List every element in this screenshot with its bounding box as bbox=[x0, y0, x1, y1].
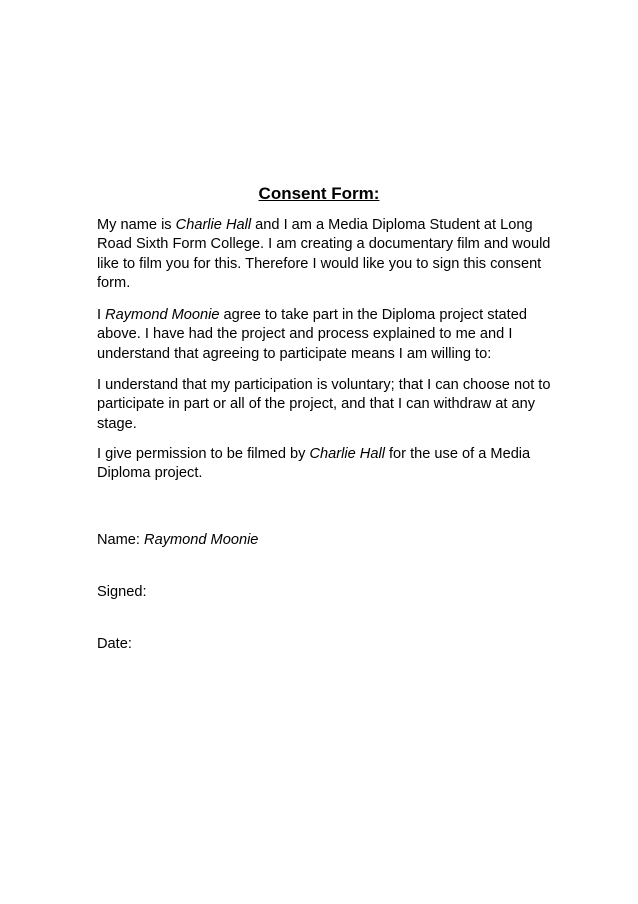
agreement-text-end: agree to take part in the Diploma project stated above. I have had the project and process explained to me and I understand that agreeing to participate means I am willing to: bbox=[97, 307, 527, 362]
signed-label: Signed: bbox=[97, 584, 147, 600]
page-title: Consent Form: bbox=[258, 184, 380, 203]
voluntary-paragraph: I understand that my participation is voluntary; that I can choose not to participate in part or all of the project, and that I can withdraw at any stage. bbox=[97, 377, 551, 432]
permission-paragraph bbox=[97, 445, 557, 484]
date-field bbox=[97, 635, 132, 654]
intro-text-start: My name is bbox=[97, 217, 176, 233]
intro-paragraph bbox=[97, 216, 557, 294]
name-field bbox=[97, 531, 258, 550]
permission-text-end: for the use of a Media Diploma project. bbox=[97, 446, 531, 482]
student-name: Charlie Hall bbox=[175, 217, 252, 233]
participant-name: Raymond Moonie bbox=[105, 307, 220, 323]
filmmaker-name: Charlie Hall bbox=[309, 446, 385, 462]
name-label: Name: bbox=[97, 532, 145, 548]
name-value: Raymond Moonie bbox=[144, 532, 259, 548]
agreement-text-start: I bbox=[97, 307, 106, 323]
signed-field bbox=[97, 583, 147, 602]
intro-text-end: and I am a Media Diploma Student at Long Road Sixth Form College. I am creating a documentary film and would like to film you for this. Therefore I would like you to sign this consent form. bbox=[97, 217, 551, 292]
permission-text-start: I give permission to be filmed by bbox=[97, 446, 310, 462]
agreement-paragraph bbox=[97, 306, 557, 364]
date-label: Date: bbox=[97, 636, 132, 652]
